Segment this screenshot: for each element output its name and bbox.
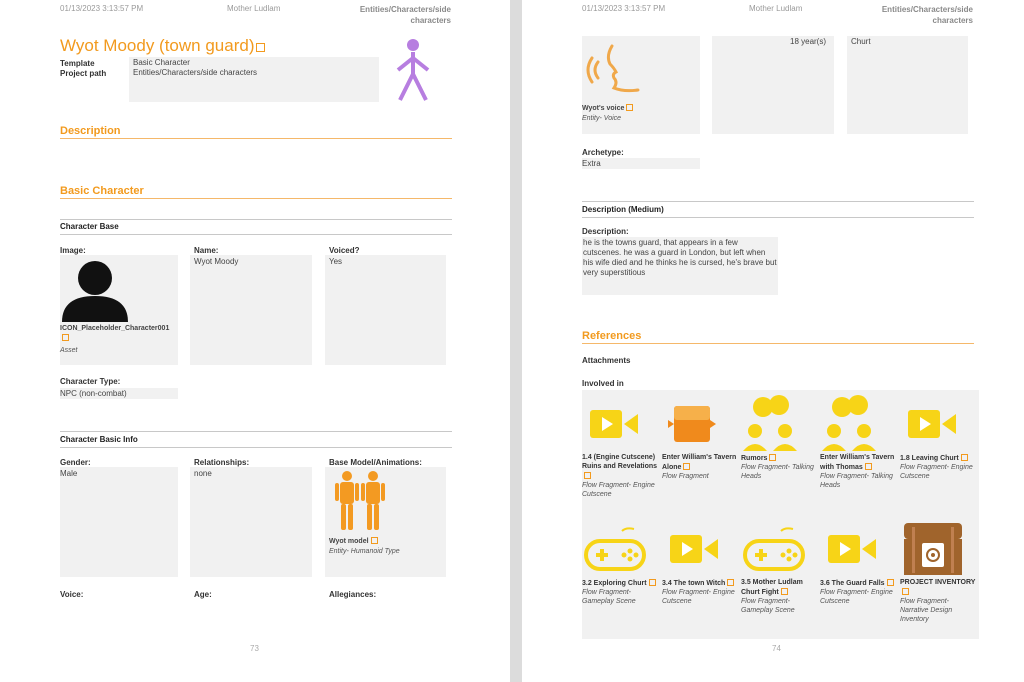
reference-title[interactable] xyxy=(820,453,898,472)
page-73 xyxy=(0,0,510,682)
model-name-text: Wyot model xyxy=(329,538,369,545)
reference-title-text: 1.8 Leaving Churt xyxy=(900,455,959,462)
header-path: Entities/Characters/side characters xyxy=(359,5,451,25)
voiced-value: Yes xyxy=(329,257,343,266)
project-path-label: Project path xyxy=(60,69,107,78)
voice-face-icon xyxy=(584,40,644,100)
description-value: he is the towns guard, that appears in a few cutscenes. he was a guard in London, but left when his wife died and he thinks he is cursed, he's brave but very superstitious xyxy=(583,238,777,277)
reference-title-text: Rumors xyxy=(741,455,768,462)
name-label: Name: xyxy=(194,246,219,255)
reference-type: Flow Fragment- Talking Heads xyxy=(741,464,814,480)
avatar-placeholder-icon xyxy=(60,258,130,324)
allegiance-value: Churt xyxy=(851,37,871,46)
divider xyxy=(582,217,974,218)
reference-title[interactable] xyxy=(900,453,978,463)
reference-card[interactable] xyxy=(741,520,819,615)
image-label: Image: xyxy=(60,246,86,255)
model-name[interactable] xyxy=(329,536,378,546)
reference-title[interactable] xyxy=(662,453,740,472)
header-author: Mother Ludlam xyxy=(749,4,803,13)
external-link-icon[interactable] xyxy=(62,334,69,341)
page-74 xyxy=(522,0,1024,682)
reference-title-text: Enter William's Tavern with Thomas xyxy=(820,454,895,471)
age-label: Age: xyxy=(194,590,212,599)
external-link-icon[interactable] xyxy=(961,454,968,461)
reference-title[interactable] xyxy=(582,453,660,481)
template-label: Template xyxy=(60,59,95,68)
external-link-icon[interactable] xyxy=(769,454,776,461)
reference-type: Flow Fragment- Engine Cutscene xyxy=(662,589,735,605)
asset-name-text: ICON_Placeholder_Character001 xyxy=(60,325,170,332)
video-icon xyxy=(662,520,740,578)
reference-card[interactable] xyxy=(741,395,819,481)
voice-name[interactable] xyxy=(582,103,633,113)
age-value: 18 year(s) xyxy=(790,37,827,46)
base-model-label: Base Model/Animations: xyxy=(329,458,422,467)
reference-type: Flow Fragment- Gameplay Scene xyxy=(582,589,636,605)
divider xyxy=(60,447,452,448)
divider xyxy=(60,198,452,199)
description-medium-heading: Description (Medium) xyxy=(582,205,664,214)
age-box xyxy=(712,36,834,134)
reference-card[interactable] xyxy=(582,395,660,499)
asset-name[interactable] xyxy=(60,324,170,343)
reference-type: Flow Fragment- Engine Cutscene xyxy=(900,464,973,480)
external-link-icon[interactable] xyxy=(626,104,633,111)
voiced-box xyxy=(325,255,446,365)
reference-title[interactable] xyxy=(820,578,898,588)
reference-card[interactable] xyxy=(582,520,660,606)
external-link-icon[interactable] xyxy=(887,579,894,586)
video-icon xyxy=(582,395,660,453)
basic-character-heading: Basic Character xyxy=(60,185,144,197)
archetype-value: Extra xyxy=(582,159,601,168)
divider xyxy=(60,219,452,220)
reference-type: Flow Fragment- Narrative Design Inventory xyxy=(900,598,953,623)
talking-heads-icon xyxy=(741,395,819,453)
reference-title-text: 3.5 Mother Ludlam Churt Fight xyxy=(741,579,803,596)
reference-type: Flow Fragment- Engine Cutscene xyxy=(582,482,655,498)
gamepad-icon xyxy=(582,520,660,578)
external-link-icon[interactable] xyxy=(649,579,656,586)
character-base-heading: Character Base xyxy=(60,222,119,231)
video-icon xyxy=(820,520,898,578)
reference-title[interactable] xyxy=(900,578,978,597)
references-heading: References xyxy=(582,330,642,342)
reference-title-text: 3.2 Exploring Churt xyxy=(582,580,647,587)
name-box xyxy=(190,255,312,365)
gamepad-icon xyxy=(741,520,819,578)
reference-type: Flow Fragment xyxy=(662,473,709,480)
header-path: Entities/Characters/side characters xyxy=(881,5,973,25)
voice-name-text: Wyot's voice xyxy=(582,105,625,112)
divider xyxy=(582,343,974,344)
model-type: Entity- Humanoid Type xyxy=(329,548,400,555)
divider xyxy=(582,201,974,202)
reference-card[interactable] xyxy=(662,520,740,606)
external-link-icon[interactable] xyxy=(865,463,872,470)
external-link-icon[interactable] xyxy=(584,472,591,479)
page-number: 74 xyxy=(772,644,781,653)
character-figure-icon xyxy=(390,36,436,104)
external-link-icon[interactable] xyxy=(371,537,378,544)
character-type-label: Character Type: xyxy=(60,377,121,386)
relationships-value: none xyxy=(194,469,212,478)
humanoid-model-icon xyxy=(333,470,389,532)
project-path-value: Entities/Characters/side characters xyxy=(133,68,258,77)
chest-icon xyxy=(900,520,978,578)
gender-value: Male xyxy=(60,469,78,478)
reference-type: Flow Fragment- Gameplay Scene xyxy=(741,598,795,614)
reference-title-text: PROJECT INVENTORY xyxy=(900,579,976,586)
attachments-label: Attachments xyxy=(582,356,631,365)
external-link-icon[interactable] xyxy=(256,43,265,52)
page-gutter xyxy=(510,0,522,682)
template-value: Basic Character xyxy=(133,58,190,67)
reference-title[interactable] xyxy=(741,578,819,597)
header-author: Mother Ludlam xyxy=(227,4,281,13)
allegiance-box xyxy=(847,36,968,134)
external-link-icon[interactable] xyxy=(781,588,788,595)
description-heading: Description xyxy=(60,125,121,137)
video-icon xyxy=(900,395,978,453)
reference-title-text: Enter William's Tavern Alone xyxy=(662,454,737,471)
divider xyxy=(60,234,452,235)
reference-title[interactable] xyxy=(582,578,660,588)
reference-title[interactable] xyxy=(741,453,819,463)
reference-type: Flow Fragment- Engine Cutscene xyxy=(820,589,893,605)
fragment-icon xyxy=(662,395,740,453)
allegiances-label: Allegiances: xyxy=(329,590,377,599)
header-timestamp: 01/13/2023 3:13:57 PM xyxy=(60,4,144,13)
reference-title[interactable] xyxy=(662,578,740,588)
name-value: Wyot Moody xyxy=(194,257,239,266)
divider xyxy=(60,431,452,432)
relationships-label: Relationships: xyxy=(194,458,250,467)
description-label: Description: xyxy=(582,227,629,236)
external-link-icon[interactable] xyxy=(683,463,690,470)
reference-title-text: 1.4 (Engine Cutscene) Ruins and Revelations xyxy=(582,454,658,470)
reference-title-text: 3.6 The Guard Falls xyxy=(820,580,885,587)
voiced-label: Voiced? xyxy=(329,246,360,255)
header-timestamp: 01/13/2023 3:13:57 PM xyxy=(582,4,666,13)
basic-info-heading: Character Basic Info xyxy=(60,435,138,444)
gender-box xyxy=(60,467,178,577)
divider xyxy=(60,138,452,139)
involved-label: Involved in xyxy=(582,379,624,388)
gender-label: Gender: xyxy=(60,458,91,467)
reference-card[interactable] xyxy=(820,520,898,606)
talking-heads-icon xyxy=(820,395,898,453)
reference-card[interactable] xyxy=(820,395,898,490)
reference-card[interactable] xyxy=(662,395,740,481)
reference-card[interactable] xyxy=(900,395,978,481)
title-text: Wyot Moody (town guard) xyxy=(60,36,255,55)
reference-type: Flow Fragment- Talking Heads xyxy=(820,473,893,489)
external-link-icon[interactable] xyxy=(727,579,734,586)
reference-card[interactable] xyxy=(900,520,978,624)
asset-type: Asset xyxy=(60,347,78,354)
voice-type: Entity- Voice xyxy=(582,115,622,122)
page-number: 73 xyxy=(250,644,259,653)
voice-label: Voice: xyxy=(60,590,84,599)
relationships-box xyxy=(190,467,312,577)
external-link-icon[interactable] xyxy=(902,588,909,595)
reference-title-text: 3.4 The town Witch xyxy=(662,580,726,587)
character-type-value: NPC (non-combat) xyxy=(60,389,127,398)
archetype-label: Archetype: xyxy=(582,148,624,157)
page-title xyxy=(60,36,265,56)
